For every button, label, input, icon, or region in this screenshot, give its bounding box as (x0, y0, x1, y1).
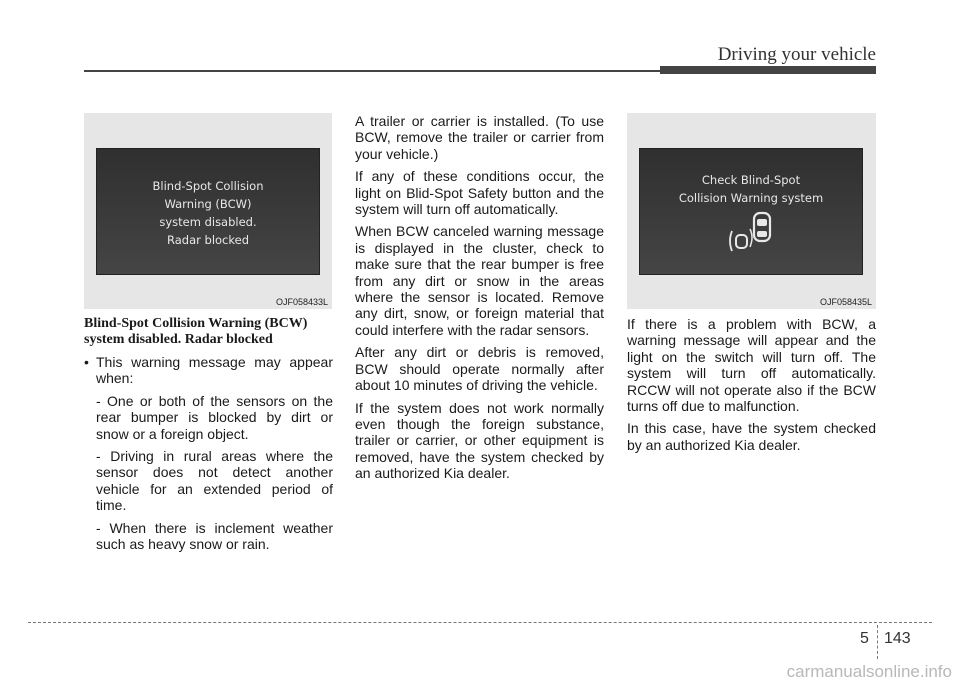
paragraph: A trailer or carrier is installed. (To use BCW, remove the trailer or carrier from your vehicle.) (355, 113, 604, 162)
screen-message (97, 177, 319, 249)
screen-line: Radar blocked (167, 233, 249, 247)
figure-bcw-disabled (84, 113, 332, 309)
paragraph: When BCW canceled warning message is displayed in the cluster, check to make sure that the rear bumper is free from any dirt or snow in the areas where the sensor is located. Remove any dirt, snow, or foreign material that could interfere with the radar sensors. (355, 223, 604, 338)
header-rule-accent (660, 66, 876, 74)
column-1 (84, 316, 333, 558)
vehicle-radar-icon (728, 207, 788, 257)
screen-line: Warning (BCW) (164, 197, 252, 211)
section-heading: Blind-Spot Collision Warning (BCW) system disabled. Radar blocked (84, 316, 308, 347)
cluster-screen (96, 148, 320, 275)
condition-item: - When there is inclement weather such as heavy snow or rain. (96, 519, 333, 553)
screen-line: system disabled. (159, 215, 257, 229)
figure-code: OJF058433L (275, 297, 328, 307)
watermark: carmanualsonline.info (786, 662, 952, 681)
figure-code: OJF058435L (819, 297, 872, 307)
header-rule (84, 70, 660, 72)
screen-line: Blind-Spot Collision (152, 179, 264, 193)
column-2 (355, 113, 604, 488)
screen-message (640, 171, 862, 207)
paragraph: After any dirt or debris is removed, BCW should operate normally after about 10 minutes of driving the vehicle. (355, 344, 604, 394)
bullet-dot: • (84, 354, 89, 370)
paragraph: If any of these conditions occur, the light on Blid-Spot Safety button and the system will turn off automatically. (355, 168, 604, 218)
header-title: Driving your vehicle (717, 44, 876, 65)
condition-item: - One or both of the sensors on the rear bumper is blocked by dirt or snow or a foreign object. (96, 392, 333, 442)
page-number: 143 (884, 630, 911, 647)
paragraph: In this case, have the system checked by an authorized Kia dealer. (627, 420, 876, 453)
paragraph: If the system does not work normally even though the foreign substance, trailer or carrier, or other equipment is removed, have the system checked by an authorized Kia dealer. (355, 399, 604, 482)
cluster-screen (639, 148, 863, 275)
condition-item: - Driving in rural areas where the sensor does not detect another vehicle for an extended period of time. (96, 448, 333, 514)
chapter-number: 5 (860, 630, 869, 647)
bullet-text: This warning message may appear when: (96, 354, 333, 387)
footer-rule (28, 622, 932, 623)
column-3 (627, 316, 876, 459)
footer-divider (877, 625, 878, 659)
figure-check-bcw (627, 113, 876, 309)
screen-line: Collision Warning system (678, 191, 824, 205)
screen-line: Check Blind-Spot (701, 173, 801, 187)
bullet-item (84, 354, 333, 558)
paragraph: If there is a problem with BCW, a warning message will appear and the light on the switch will turn off. The system will turn off automatically. RCCW will not operate also if the BCW turns off due to malfunction. (627, 316, 876, 415)
